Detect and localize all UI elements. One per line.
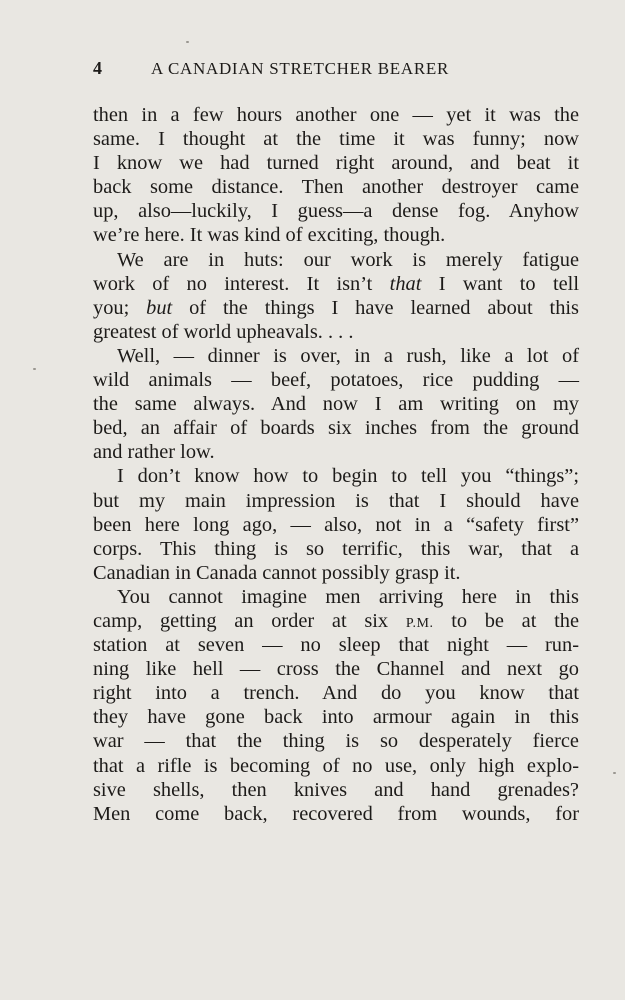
- text-line: they have gone back into armour again in this: [93, 706, 579, 729]
- text-line: back some distance. Then another destroyer came: [93, 176, 579, 199]
- text-line: [93, 609, 579, 633]
- text-line: and rather low.: [93, 441, 215, 464]
- text-line: Canadian in Canada cannot possibly grasp it.: [93, 561, 461, 584]
- text-line: We are in huts: our work is merely fatigue: [117, 248, 579, 271]
- paper-speck: [613, 772, 616, 774]
- text-line: that a rifle is becoming of no use, only high explo-: [93, 754, 579, 777]
- text-line: corps. This thing is so terrific, this war, that a: [93, 537, 579, 560]
- text-line: I don’t know how to begin to tell you “things”;: [117, 465, 579, 488]
- text-line: wild animals — beef, potatoes, rice pudding —: [93, 369, 579, 392]
- text-line: right into a trench. And do you know that: [93, 682, 579, 705]
- body-text: [93, 103, 579, 826]
- text-line: [93, 296, 579, 320]
- text-run: work of no interest. It isn’t: [93, 272, 390, 295]
- text-line: You cannot imagine men arriving here in this: [117, 585, 579, 608]
- text-line: ning like hell — cross the Channel and next go: [93, 658, 579, 681]
- text-line: I know we had turned right around, and beat it: [93, 152, 579, 175]
- text-line: same. I thought at the time it was funny; now: [93, 128, 579, 151]
- paper-speck: [33, 368, 36, 370]
- text-line: greatest of world upheavals. . . .: [93, 320, 354, 343]
- italic-run: that: [389, 272, 422, 295]
- text-line: sive shells, then knives and hand grenades?: [93, 778, 579, 801]
- text-run: you;: [93, 296, 147, 319]
- running-head: A CANADIAN STRETCHER BEARER: [151, 59, 449, 78]
- text-line: Men come back, recovered from wounds, for: [93, 802, 579, 825]
- text-run: to be at the: [433, 609, 579, 632]
- text-line: up, also—luckily, I guess—a dense fog. Anyhow: [93, 200, 579, 223]
- text-line: station at seven — no sleep that night — run-: [93, 634, 579, 657]
- text-run: camp, getting an order at six: [93, 609, 406, 632]
- text-line: we’re here. It was kind of exciting, though.: [93, 224, 446, 247]
- text-run: I want to tell: [421, 272, 579, 295]
- text-run: of the things I have learned about this: [172, 296, 579, 319]
- text-line: war — that the thing is so desperately fierce: [93, 730, 579, 753]
- text-line: Well, — dinner is over, in a rush, like a lot of: [117, 344, 579, 367]
- page-header: [93, 58, 577, 86]
- paper-speck: [186, 41, 189, 43]
- italic-run: but: [146, 296, 173, 319]
- text-line: bed, an affair of boards six inches from the ground: [93, 417, 579, 440]
- text-line: then in a few hours another one — yet it was the: [93, 104, 579, 126]
- text-line: [93, 272, 579, 296]
- page-number: 4: [93, 58, 103, 78]
- small-caps-run: P.M.: [405, 615, 434, 631]
- text-line: been here long ago, — also, not in a “safety first”: [93, 513, 579, 536]
- text-line: the same always. And now I am writing on my: [93, 393, 579, 416]
- text-line: but my main impression is that I should have: [93, 489, 579, 512]
